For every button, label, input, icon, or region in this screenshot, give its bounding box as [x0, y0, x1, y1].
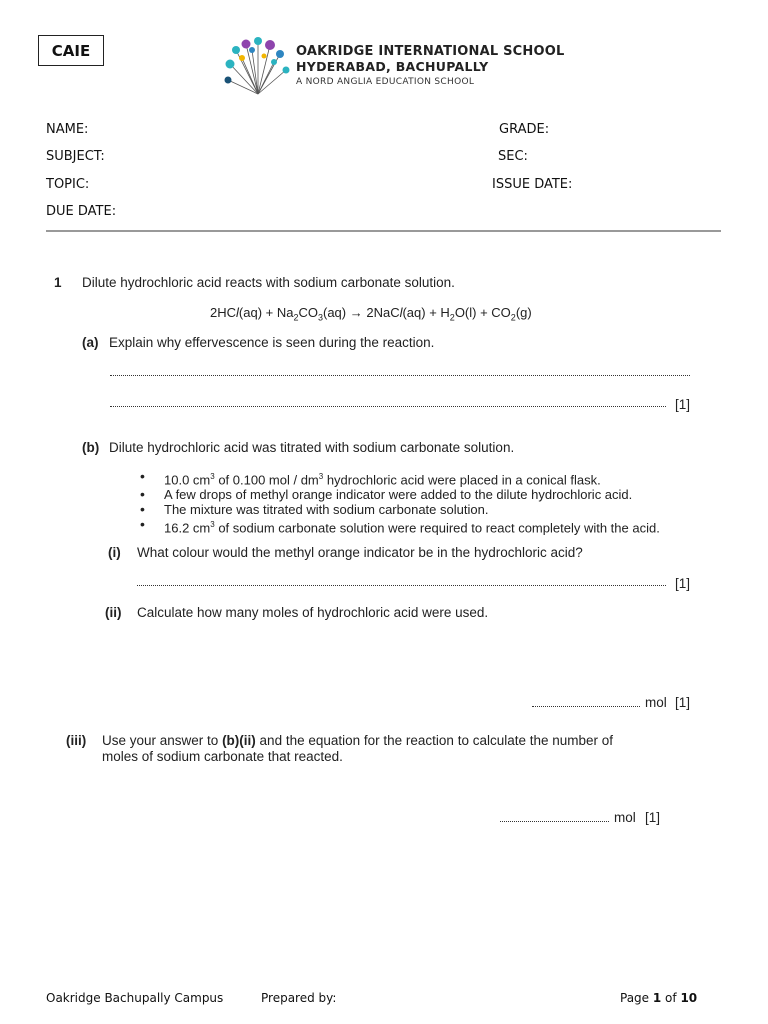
part-iii-label: (iii) [66, 733, 87, 748]
part-i-text: What colour would the methyl orange indicator be in the hydrochloric acid? [137, 545, 583, 560]
question-stem: Dilute hydrochloric acid reacts with sodium carbonate solution. [82, 275, 455, 290]
part-ii-text: Calculate how many moles of hydrochloric acid were used. [137, 605, 489, 620]
logo-dot [276, 50, 284, 58]
part-ii-unit: mol [645, 695, 667, 710]
answer-line[interactable] [110, 375, 690, 376]
footer-campus: Oakridge Bachupally Campus [46, 991, 224, 1005]
answer-line[interactable] [137, 585, 666, 586]
list-item: • The mixture was titrated with sodium carbonate solution. [140, 502, 660, 517]
titration-steps-list [140, 469, 660, 536]
part-a-text: Explain why effervescence is seen during the reaction. [109, 335, 435, 350]
answer-line[interactable] [500, 821, 609, 822]
logo-dot [226, 60, 235, 69]
logo-dot [271, 59, 277, 65]
logo-dot [232, 46, 240, 54]
logo-dot [262, 54, 267, 59]
answer-line[interactable] [532, 706, 640, 707]
footer-prepared-by: Prepared by: [261, 991, 337, 1005]
page-indicator: Page 1 of 10 [620, 991, 698, 1005]
part-iii-marks: [1] [645, 810, 661, 825]
school-name: OAKRIDGE INTERNATIONAL SCHOOL [296, 44, 565, 59]
logo-dot [283, 67, 290, 74]
logo-dot [254, 37, 262, 45]
topic-field-label: TOPIC: [46, 177, 90, 192]
part-a-marks: [1] [675, 397, 691, 412]
question-number: 1 [54, 275, 62, 290]
part-i-marks: [1] [675, 576, 691, 591]
list-item: • A few drops of methyl orange indicator were added to the dilute hydrochloric acid. [140, 487, 660, 502]
grade-field-label: GRADE: [499, 122, 550, 137]
list-item: • 16.2 $cm^3$ of sodium carbonate solution were required to react completely with the acid. [140, 517, 660, 535]
part-iii-text-line2: moles of sodium carbonate that reacted. [102, 749, 343, 764]
part-i-label: (i) [108, 545, 121, 560]
part-iii-text: Use your answer to (b)(ii) and the equation for the reaction to calculate the number of [102, 733, 614, 748]
logo-dot [265, 40, 275, 50]
logo-dot [239, 55, 245, 61]
name-field-label: NAME: [46, 122, 89, 137]
logo-dot [242, 40, 251, 49]
list-item: • 10.0 $cm^3$ of 0.100 mol / $dm^3$ hydrochloric acid were placed in a conical flask. [140, 469, 660, 487]
logo-dot [225, 77, 232, 84]
logo-dot [249, 47, 255, 53]
school-location: HYDERABAD, BACHUPALLY [296, 59, 489, 74]
due-date-field-label: DUE DATE: [46, 204, 117, 219]
subject-field-label: SUBJECT: [46, 149, 105, 164]
sec-field-label: SEC: [498, 149, 528, 164]
school-subtitle: A NORD ANGLIA EDUCATION SCHOOL [296, 77, 475, 87]
part-b-label: (b) [82, 440, 100, 455]
part-ii-marks: [1] [675, 695, 691, 710]
part-iii-unit: mol [614, 810, 636, 825]
answer-line[interactable] [110, 406, 666, 407]
issue-date-field-label: ISSUE DATE: [492, 177, 573, 192]
school-logo [222, 36, 294, 98]
board-label: CAIE [38, 35, 104, 66]
part-ii-label: (ii) [105, 605, 122, 620]
part-b-text: Dilute hydrochloric acid was titrated with sodium carbonate solution. [109, 440, 515, 455]
chemical-equation: $2HCl(aq) + Na_2CO_3(aq)$ → 2NaCl(aq) + $H_2O(l) + CO_2(g)$ [210, 305, 532, 323]
part-a-label: (a) [82, 335, 99, 350]
header-divider [46, 230, 721, 232]
